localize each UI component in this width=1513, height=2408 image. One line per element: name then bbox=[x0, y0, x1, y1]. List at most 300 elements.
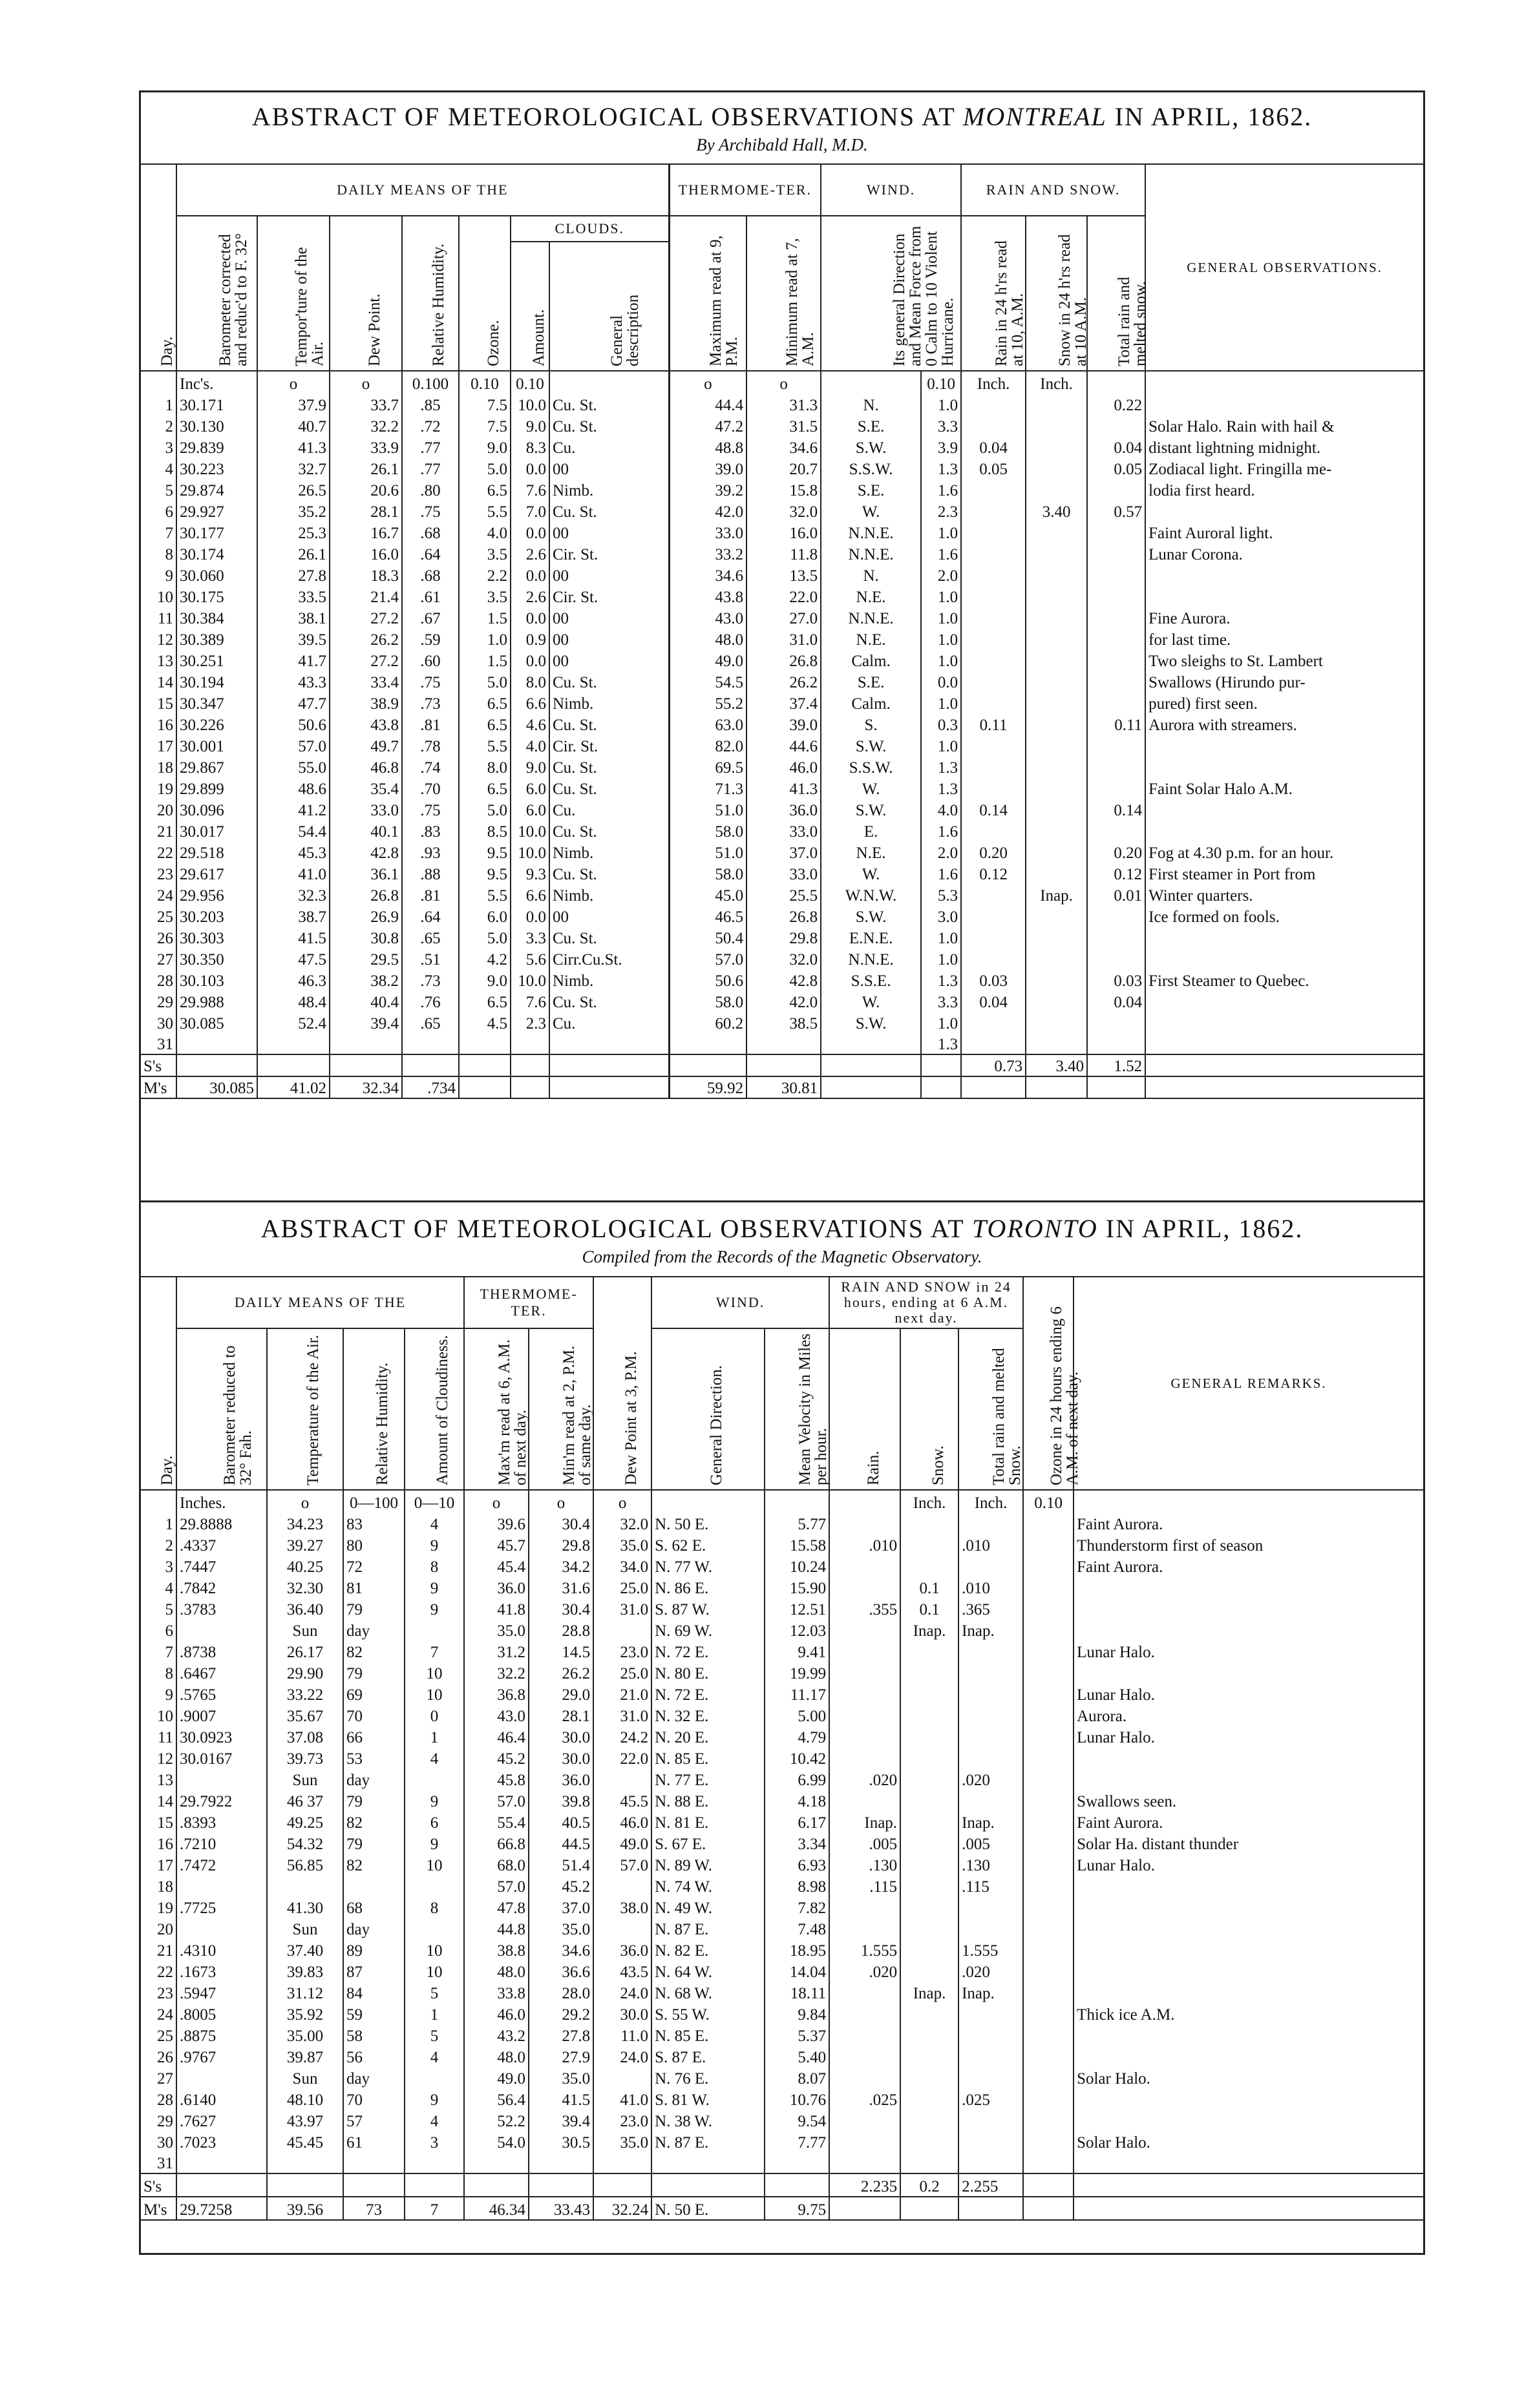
cell-rain bbox=[961, 671, 1026, 692]
cell-wind-direction: N. 38 W. bbox=[651, 2110, 765, 2131]
cell-cloudiness: 9 bbox=[405, 2088, 464, 2110]
section-divider bbox=[141, 1200, 1423, 1202]
cell-barometer: .6467 bbox=[176, 1662, 267, 1683]
cell-total bbox=[1087, 927, 1145, 948]
montreal-table bbox=[141, 163, 1423, 1099]
group-daily-means: DAILY MEANS OF THE bbox=[176, 164, 669, 216]
cell-wind-direction: S.W. bbox=[821, 735, 921, 756]
table-row bbox=[141, 990, 1423, 1012]
cell-barometer: 30.389 bbox=[176, 628, 257, 649]
header-humidity: Relative Humidity. bbox=[343, 1328, 405, 1490]
cell-barometer: 30.085 bbox=[176, 1012, 257, 1033]
cell-ozone bbox=[1023, 1875, 1074, 1896]
cell-snow bbox=[1026, 393, 1087, 415]
cell-maximum bbox=[669, 1033, 746, 1054]
cell-maximum: 33.8 bbox=[464, 1982, 529, 2003]
table-row bbox=[141, 1598, 1423, 1619]
cell-temperature: 47.7 bbox=[257, 692, 330, 713]
cell-snow bbox=[900, 1683, 958, 1704]
group-daily-means: DAILY MEANS OF THE bbox=[176, 1277, 464, 1328]
cell-rain bbox=[961, 1012, 1026, 1033]
cell-rain: .010 bbox=[829, 1534, 900, 1555]
cell-ozone: 5.0 bbox=[459, 799, 511, 820]
cell-barometer bbox=[176, 1918, 267, 1939]
cell-dew-point: 18.3 bbox=[330, 564, 402, 585]
cell-snow bbox=[900, 1854, 958, 1875]
cell-rain: .355 bbox=[829, 1598, 900, 1619]
header-snow: Snow in 24 h'rs read at 10 A.M. bbox=[1026, 216, 1087, 371]
cell-velocity: 5.77 bbox=[765, 1513, 829, 1534]
cell-wind-force: 1.0 bbox=[921, 927, 961, 948]
cell-humidity: .70 bbox=[402, 777, 459, 799]
table-row bbox=[141, 2024, 1423, 2046]
cell-ozone bbox=[1023, 2024, 1074, 2046]
cell-dew-point: 28.1 bbox=[330, 500, 402, 521]
cell-maximum: 43.8 bbox=[669, 585, 746, 607]
cell-day: 29 bbox=[157, 994, 173, 1011]
cell-barometer: 29.839 bbox=[176, 436, 257, 457]
cell-humidity: .65 bbox=[402, 927, 459, 948]
cell-temperature: 41.30 bbox=[267, 1896, 343, 1918]
cell-total bbox=[958, 1896, 1023, 1918]
cell-snow bbox=[900, 2110, 958, 2131]
cell-ozone bbox=[1023, 1747, 1074, 1768]
cell-temperature: 32.7 bbox=[257, 457, 330, 479]
cell-cloud-description: Cirr.Cu.St. bbox=[549, 948, 669, 969]
cell-wind-force: 1.6 bbox=[921, 479, 961, 500]
cell-general-observation: Fine Aurora. bbox=[1145, 607, 1423, 628]
header-ozone: Ozone in 24 hours ending 6 A.M. of next day. bbox=[1023, 1277, 1074, 1490]
table-row bbox=[141, 1960, 1423, 1982]
cell-day: 1 bbox=[165, 1516, 173, 1533]
cell-humidity: .88 bbox=[402, 863, 459, 884]
cell-dew-point bbox=[330, 1033, 402, 1054]
cell-humidity: .64 bbox=[402, 905, 459, 927]
cell-temperature: 37.08 bbox=[267, 1726, 343, 1747]
cell-maximum: 35.0 bbox=[464, 1619, 529, 1640]
cell-snow bbox=[900, 2024, 958, 2046]
cell-dew-point bbox=[593, 1875, 651, 1896]
cell-cloud-description: 00 bbox=[549, 607, 669, 628]
cell-maximum: 36.8 bbox=[464, 1683, 529, 1704]
cell-day: 22 bbox=[157, 1963, 173, 1981]
cell-wind-direction: N. 86 E. bbox=[651, 1576, 765, 1598]
document-page bbox=[139, 90, 1425, 2255]
cell-minimum: 28.1 bbox=[529, 1704, 593, 1726]
header-snow: Snow. bbox=[900, 1328, 958, 1490]
header-wind-direction: General Direction. bbox=[651, 1328, 765, 1490]
cell-ozone bbox=[1023, 1939, 1074, 1960]
cell-velocity: 3.34 bbox=[765, 1832, 829, 1854]
cell-general-observation bbox=[1145, 393, 1423, 415]
cell-wind-direction: N. 72 E. bbox=[651, 1640, 765, 1662]
cell-total bbox=[1087, 735, 1145, 756]
cell-wind-force: 1.0 bbox=[921, 948, 961, 969]
cell-cloud-description: 00 bbox=[549, 649, 669, 671]
cell-general-remark bbox=[1074, 1768, 1423, 1790]
table-row bbox=[141, 2152, 1423, 2173]
cell-general-observation bbox=[1145, 500, 1423, 521]
cell-wind-force: 1.6 bbox=[921, 543, 961, 564]
header-cloud-amount: Amount. bbox=[511, 242, 549, 371]
cell-cloud-description: Cu. St. bbox=[549, 756, 669, 777]
table-row bbox=[141, 415, 1423, 436]
cell-total: Inap. bbox=[958, 1982, 1023, 2003]
cell-velocity: 18.11 bbox=[765, 1982, 829, 2003]
cell-cloudiness bbox=[405, 1768, 464, 1790]
cell-wind-direction: S.E. bbox=[821, 415, 921, 436]
cell-total bbox=[1087, 820, 1145, 841]
cell-day: 4 bbox=[165, 1580, 173, 1597]
cell-total: .005 bbox=[958, 1832, 1023, 1854]
cell-minimum: 27.8 bbox=[529, 2024, 593, 2046]
cell-rain bbox=[829, 1619, 900, 1640]
cell-humidity: 70 bbox=[343, 1704, 405, 1726]
cell-maximum: 39.6 bbox=[464, 1513, 529, 1534]
table-row bbox=[141, 1768, 1423, 1790]
cell-barometer: 30.130 bbox=[176, 415, 257, 436]
cell-cloud-amount: 7.0 bbox=[511, 500, 549, 521]
table-row bbox=[141, 1811, 1423, 1832]
cell-temperature: 26.17 bbox=[267, 1640, 343, 1662]
cell-temperature: 26.5 bbox=[257, 479, 330, 500]
cell-dew-point: 25.0 bbox=[593, 1576, 651, 1598]
cell-rain bbox=[829, 1513, 900, 1534]
table-row bbox=[141, 1726, 1423, 1747]
cell-maximum: 46.4 bbox=[464, 1726, 529, 1747]
cell-temperature: 55.0 bbox=[257, 756, 330, 777]
cell-temperature: 39.27 bbox=[267, 1534, 343, 1555]
cell-velocity: 15.58 bbox=[765, 1534, 829, 1555]
cell-day: 7 bbox=[165, 525, 173, 542]
cell-cloud-description bbox=[549, 1033, 669, 1054]
cell-dew-point: 24.0 bbox=[593, 1982, 651, 2003]
cell-temperature: 38.7 bbox=[257, 905, 330, 927]
cell-rain: .130 bbox=[829, 1854, 900, 1875]
cell-temperature: 39.83 bbox=[267, 1960, 343, 1982]
cell-wind-force: 1.0 bbox=[921, 393, 961, 415]
cell-total bbox=[1087, 543, 1145, 564]
cell-minimum: 51.4 bbox=[529, 1854, 593, 1875]
cell-ozone: 5.5 bbox=[459, 884, 511, 905]
cell-rain bbox=[961, 500, 1026, 521]
cell-minimum: 16.0 bbox=[746, 521, 821, 543]
cell-humidity: .80 bbox=[402, 479, 459, 500]
cell-maximum: 57.0 bbox=[464, 1790, 529, 1811]
cell-ozone: 5.0 bbox=[459, 457, 511, 479]
cell-total: Inap. bbox=[958, 1811, 1023, 1832]
cell-maximum: 51.0 bbox=[669, 799, 746, 820]
cell-wind-direction: N. 80 E. bbox=[651, 1662, 765, 1683]
cell-day: 17 bbox=[157, 1857, 173, 1874]
cell-general-remark bbox=[1074, 1918, 1423, 1939]
cell-total bbox=[1087, 628, 1145, 649]
cell-day: 14 bbox=[157, 674, 173, 691]
cell-maximum: 42.0 bbox=[669, 500, 746, 521]
table-row bbox=[141, 1033, 1423, 1054]
cell-maximum: 45.4 bbox=[464, 1555, 529, 1576]
cell-wind-force: 1.0 bbox=[921, 521, 961, 543]
cell-day: 10 bbox=[157, 1708, 173, 1725]
cell-humidity: .75 bbox=[402, 671, 459, 692]
cell-wind-direction: N. 68 W. bbox=[651, 1982, 765, 2003]
cell-barometer: .5947 bbox=[176, 1982, 267, 2003]
cell-maximum: 55.2 bbox=[669, 692, 746, 713]
cell-temperature: 47.5 bbox=[257, 948, 330, 969]
cell-dew-point bbox=[593, 1918, 651, 1939]
cell-wind-force: 4.0 bbox=[921, 799, 961, 820]
cell-ozone: 1.0 bbox=[459, 628, 511, 649]
cell-wind-direction: W. bbox=[821, 863, 921, 884]
cell-temperature: 27.8 bbox=[257, 564, 330, 585]
cell-wind-direction: N. 89 W. bbox=[651, 1854, 765, 1875]
cell-cloud-description: 00 bbox=[549, 564, 669, 585]
cell-total bbox=[958, 2003, 1023, 2024]
cell-cloud-amount: 4.6 bbox=[511, 713, 549, 735]
cell-dew-point: 33.4 bbox=[330, 671, 402, 692]
table-row bbox=[141, 1982, 1423, 2003]
cell-total bbox=[958, 1555, 1023, 1576]
cell-general-observation bbox=[1145, 990, 1423, 1012]
cell-temperature: 34.23 bbox=[267, 1513, 343, 1534]
cell-humidity: .68 bbox=[402, 564, 459, 585]
cell-general-observation bbox=[1145, 756, 1423, 777]
cell-general-observation: Faint Auroral light. bbox=[1145, 521, 1423, 543]
cell-rain bbox=[829, 1726, 900, 1747]
cell-total bbox=[1087, 564, 1145, 585]
cell-humidity: .73 bbox=[402, 969, 459, 990]
cell-wind-direction: E. bbox=[821, 820, 921, 841]
cell-minimum: 36.0 bbox=[746, 799, 821, 820]
cell-ozone bbox=[1023, 1918, 1074, 1939]
cell-dew-point: 41.0 bbox=[593, 2088, 651, 2110]
cell-snow bbox=[1026, 692, 1087, 713]
cell-maximum: 49.0 bbox=[464, 2067, 529, 2088]
cell-velocity: 4.79 bbox=[765, 1726, 829, 1747]
cell-general-remark bbox=[1074, 1875, 1423, 1896]
cell-total bbox=[958, 2024, 1023, 2046]
cell-wind-direction: S.S.W. bbox=[821, 756, 921, 777]
cell-dew-point: 32.0 bbox=[593, 1513, 651, 1534]
cell-dew-point: 38.9 bbox=[330, 692, 402, 713]
header-general-observations: GENERAL OBSERVATIONS. bbox=[1145, 164, 1423, 371]
cell-maximum: 52.2 bbox=[464, 2110, 529, 2131]
cell-total: .010 bbox=[958, 1534, 1023, 1555]
cell-minimum: 34.6 bbox=[529, 1939, 593, 1960]
cell-minimum: 37.4 bbox=[746, 692, 821, 713]
cell-temperature: 48.6 bbox=[257, 777, 330, 799]
cell-wind-direction: W. bbox=[821, 777, 921, 799]
cell-minimum: 30.0 bbox=[529, 1726, 593, 1747]
cell-ozone bbox=[1023, 1662, 1074, 1683]
cell-temperature: 25.3 bbox=[257, 521, 330, 543]
cell-total bbox=[958, 2152, 1023, 2173]
cell-day: 16 bbox=[157, 717, 173, 734]
cell-wind-direction: W. bbox=[821, 990, 921, 1012]
cell-snow bbox=[1026, 927, 1087, 948]
table-row bbox=[141, 884, 1423, 905]
cell-snow bbox=[900, 2152, 958, 2173]
cell-total bbox=[1087, 756, 1145, 777]
cell-humidity: 79 bbox=[343, 1832, 405, 1854]
header-dew-point: Dew Point. bbox=[330, 216, 402, 371]
cell-day: 7 bbox=[165, 1644, 173, 1661]
header-rain: Rain. bbox=[829, 1328, 900, 1490]
cell-cloud-amount: 5.6 bbox=[511, 948, 549, 969]
cell-velocity: 10.76 bbox=[765, 2088, 829, 2110]
cell-barometer: .4310 bbox=[176, 1939, 267, 1960]
cell-velocity: 4.18 bbox=[765, 1790, 829, 1811]
cell-wind-force: 1.0 bbox=[921, 585, 961, 607]
cell-snow bbox=[900, 1918, 958, 1939]
cell-wind-direction: S. 67 E. bbox=[651, 1832, 765, 1854]
cell-minimum: 42.0 bbox=[746, 990, 821, 1012]
cell-barometer: .5765 bbox=[176, 1683, 267, 1704]
cell-snow bbox=[1026, 521, 1087, 543]
cell-velocity: 12.03 bbox=[765, 1619, 829, 1640]
cell-temperature: 33.22 bbox=[267, 1683, 343, 1704]
cell-general-observation: Lunar Corona. bbox=[1145, 543, 1423, 564]
cell-wind-force: 1.0 bbox=[921, 692, 961, 713]
cell-ozone: 6.5 bbox=[459, 713, 511, 735]
cell-day: 26 bbox=[157, 930, 173, 947]
cell-day: 4 bbox=[165, 461, 173, 478]
cell-cloudiness: 4 bbox=[405, 1747, 464, 1768]
cell-wind-direction: W. bbox=[821, 500, 921, 521]
cell-general-observation bbox=[1145, 1012, 1423, 1033]
cell-total bbox=[1087, 777, 1145, 799]
cell-temperature: 43.97 bbox=[267, 2110, 343, 2131]
cell-temperature: 46.3 bbox=[257, 969, 330, 990]
cell-snow: Inap. bbox=[1026, 884, 1087, 905]
table-row bbox=[141, 1576, 1423, 1598]
cell-humidity: 72 bbox=[343, 1555, 405, 1576]
cell-humidity: day bbox=[343, 1918, 405, 1939]
group-thermometer: THERMOME-TER. bbox=[464, 1277, 593, 1328]
cell-ozone: 5.0 bbox=[459, 927, 511, 948]
cell-minimum: 36.6 bbox=[529, 1960, 593, 1982]
cell-ozone bbox=[1023, 2088, 1074, 2110]
table-row bbox=[141, 777, 1423, 799]
table-row bbox=[141, 393, 1423, 415]
cell-wind-direction: N. 77 E. bbox=[651, 1768, 765, 1790]
cell-minimum: 40.5 bbox=[529, 1811, 593, 1832]
cell-snow: 0.1 bbox=[900, 1576, 958, 1598]
cell-rain bbox=[829, 2110, 900, 2131]
cell-ozone bbox=[1023, 1534, 1074, 1555]
cell-wind-force: 2.3 bbox=[921, 500, 961, 521]
cell-maximum: 31.2 bbox=[464, 1640, 529, 1662]
cell-rain bbox=[961, 1033, 1026, 1054]
cell-dew-point: 21.0 bbox=[593, 1683, 651, 1704]
cell-total: 0.04 bbox=[1087, 990, 1145, 1012]
cell-snow bbox=[1026, 585, 1087, 607]
cell-velocity: 7.48 bbox=[765, 1918, 829, 1939]
cell-velocity: 8.98 bbox=[765, 1875, 829, 1896]
table-row bbox=[141, 2067, 1423, 2088]
cell-cloud-amount: 2.3 bbox=[511, 1012, 549, 1033]
cell-velocity: 6.99 bbox=[765, 1768, 829, 1790]
cell-snow bbox=[1026, 990, 1087, 1012]
cell-wind-force: 1.3 bbox=[921, 457, 961, 479]
cell-day: 9 bbox=[165, 1686, 173, 1704]
cell-cloudiness bbox=[405, 1875, 464, 1896]
cell-minimum: 30.4 bbox=[529, 1513, 593, 1534]
header-cloud-description: General description bbox=[549, 242, 669, 371]
cell-cloud-amount: 9.0 bbox=[511, 756, 549, 777]
cell-humidity: day bbox=[343, 1768, 405, 1790]
cell-maximum: 57.0 bbox=[464, 1875, 529, 1896]
cell-total bbox=[1087, 948, 1145, 969]
cell-cloudiness: 0 bbox=[405, 1704, 464, 1726]
cell-humidity: .65 bbox=[402, 1012, 459, 1033]
cell-maximum: 54.0 bbox=[464, 2131, 529, 2152]
cell-rain: .025 bbox=[829, 2088, 900, 2110]
cell-cloud-amount: 10.0 bbox=[511, 969, 549, 990]
cell-day: 3 bbox=[165, 439, 173, 457]
cell-cloud-description: Cir. St. bbox=[549, 585, 669, 607]
cell-day: 15 bbox=[157, 1814, 173, 1832]
cell-barometer: .7627 bbox=[176, 2110, 267, 2131]
cell-humidity: .67 bbox=[402, 607, 459, 628]
cell-maximum: 46.0 bbox=[464, 2003, 529, 2024]
cell-minimum: 34.6 bbox=[746, 436, 821, 457]
cell-total bbox=[1087, 1012, 1145, 1033]
cell-ozone: 4.2 bbox=[459, 948, 511, 969]
cell-cloudiness bbox=[405, 2152, 464, 2173]
cell-barometer: .7447 bbox=[176, 1555, 267, 1576]
cell-barometer: 29.867 bbox=[176, 756, 257, 777]
cell-humidity: .93 bbox=[402, 841, 459, 863]
cell-maximum: 54.5 bbox=[669, 671, 746, 692]
cell-maximum: 48.0 bbox=[464, 1960, 529, 1982]
cell-snow bbox=[1026, 820, 1087, 841]
cell-snow bbox=[900, 1896, 958, 1918]
cell-velocity: 10.24 bbox=[765, 1555, 829, 1576]
cell-humidity: 61 bbox=[343, 2131, 405, 2152]
cell-temperature: 41.5 bbox=[257, 927, 330, 948]
group-rain-snow: RAIN AND SNOW in 24 hours, ending at 6 A.M. next day. bbox=[829, 1277, 1023, 1328]
cell-wind-direction: N. 74 W. bbox=[651, 1875, 765, 1896]
cell-general-remark bbox=[1074, 1960, 1423, 1982]
cell-general-remark: Faint Aurora. bbox=[1074, 1555, 1423, 1576]
group-clouds: CLOUDS. bbox=[511, 216, 669, 242]
cell-cloud-amount: 3.3 bbox=[511, 927, 549, 948]
cell-day: 21 bbox=[157, 823, 173, 841]
cell-dew-point: 35.0 bbox=[593, 1534, 651, 1555]
cell-minimum: 44.5 bbox=[529, 1832, 593, 1854]
cell-humidity: 83 bbox=[343, 1513, 405, 1534]
cell-snow bbox=[900, 2088, 958, 2110]
cell-ozone bbox=[1023, 1619, 1074, 1640]
cell-day: 27 bbox=[157, 2070, 173, 2088]
table-row bbox=[141, 564, 1423, 585]
cell-day: 14 bbox=[157, 1793, 173, 1810]
cell-dew-point: 31.0 bbox=[593, 1704, 651, 1726]
cell-day: 25 bbox=[157, 908, 173, 926]
montreal-title: ABSTRACT OF METEOROLOGICAL OBSERVATIONS AT MONTREAL IN APRIL, 1862. bbox=[251, 102, 1313, 131]
cell-day: 24 bbox=[157, 887, 173, 905]
cell-barometer: 30.103 bbox=[176, 969, 257, 990]
cell-temperature: 41.2 bbox=[257, 799, 330, 820]
cell-minimum: 30.5 bbox=[529, 2131, 593, 2152]
cell-minimum: 37.0 bbox=[529, 1896, 593, 1918]
cell-total: Inap. bbox=[958, 1619, 1023, 1640]
cell-day: 27 bbox=[157, 951, 173, 968]
cell-minimum: 41.3 bbox=[746, 777, 821, 799]
cell-total: 0.01 bbox=[1087, 884, 1145, 905]
cell-ozone: 2.2 bbox=[459, 564, 511, 585]
